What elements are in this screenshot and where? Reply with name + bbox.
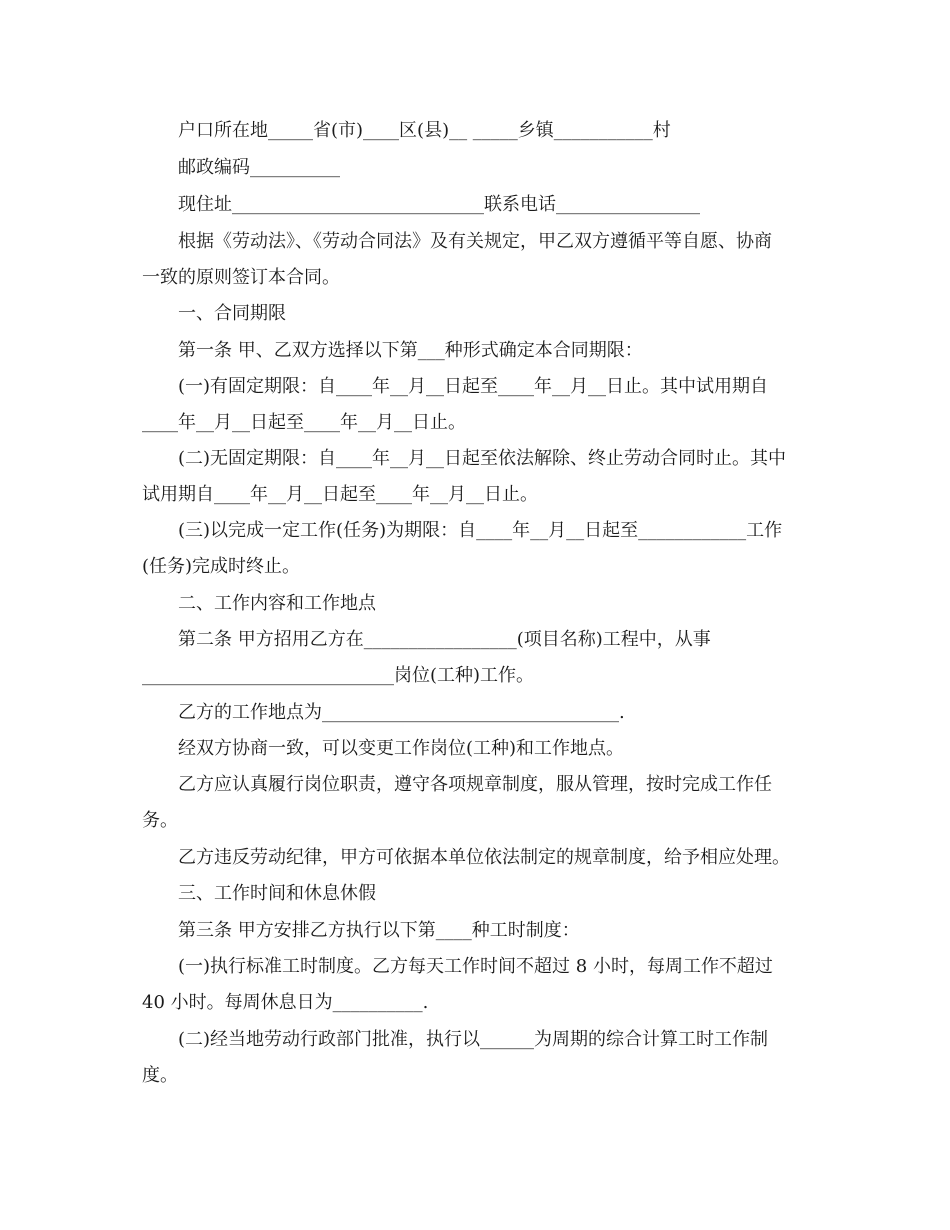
article-2-line-1: 第二条 甲方招用乙方在_________________(项目名称)工程中，从事 [178, 629, 711, 650]
task-term-option-line-1: (三)以完成一定工作(任务)为期限：自____年__月__日起至____________工作 [178, 520, 783, 541]
open-term-option-line-1: (二)无固定期限：自____年__月__日起至依法解除、终止劳动合同时止。其中 [178, 448, 787, 469]
household-registration-line: 户口所在地_____省(市)____区(县)__ _____乡镇___________村 [178, 120, 671, 141]
fixed-term-option-line-1: (一)有固定期限：自____年__月__日起至____年__月__日止。其中试用期自 [178, 376, 769, 397]
duties-paragraph-line-2: 务。 [142, 810, 178, 831]
comprehensive-hours-line-1: (二)经当地劳动行政部门批准，执行以______为周期的综合计算工时工作制 [178, 1029, 769, 1050]
comprehensive-hours-line-2: 度。 [142, 1065, 178, 1086]
article-2-line-2: ____________________________岗位(工种)工作。 [142, 665, 535, 686]
preamble-paragraph-line-1: 根据《劳动法》、《劳动合同法》及有关规定，甲乙双方遵循平等自愿、协商 [178, 231, 772, 252]
standard-hours-line-1: (一)执行标准工时制度。乙方每天工作时间不超过 8 小时，每周工作不超过 [178, 956, 773, 977]
section-heading-work-content: 二、工作内容和工作地点 [178, 593, 376, 614]
work-location-line: 乙方的工作地点为_________________________________. [178, 702, 625, 723]
standard-hours-line-2: 40 小时。每周休息日为__________. [142, 992, 429, 1013]
postal-code-line: 邮政编码__________ [178, 157, 340, 178]
duties-paragraph-line-1: 乙方应认真履行岗位职责，遵守各项规章制度，服从管理，按时完成工作任 [178, 774, 772, 795]
preamble-paragraph-line-2: 一致的原则签订本合同。 [142, 267, 340, 288]
article-3-line: 第三条 甲方安排乙方执行以下第____种工时制度： [178, 920, 580, 941]
fixed-term-option-line-2: ____年__月__日起至____年__月__日止。 [142, 412, 466, 433]
task-term-option-line-2: (任务)完成时终止。 [142, 556, 301, 577]
article-1-line: 第一条 甲、乙双方选择以下第___种形式确定本合同期限： [178, 340, 643, 361]
current-address-line: 现住址____________________________联系电话________________ [178, 194, 700, 215]
open-term-option-line-2: 试用期自____年__月__日起至____年__月__日止。 [142, 484, 538, 505]
discipline-paragraph-line: 乙方违反劳动纪律，甲方可依据本单位依法制定的规章制度，给予相应处理。 [178, 847, 790, 868]
section-heading-working-hours: 三、工作时间和休息休假 [178, 883, 376, 904]
position-change-line: 经双方协商一致，可以变更工作岗位(工种)和工作地点。 [178, 738, 625, 759]
section-heading-contract-term: 一、合同期限 [178, 303, 286, 324]
